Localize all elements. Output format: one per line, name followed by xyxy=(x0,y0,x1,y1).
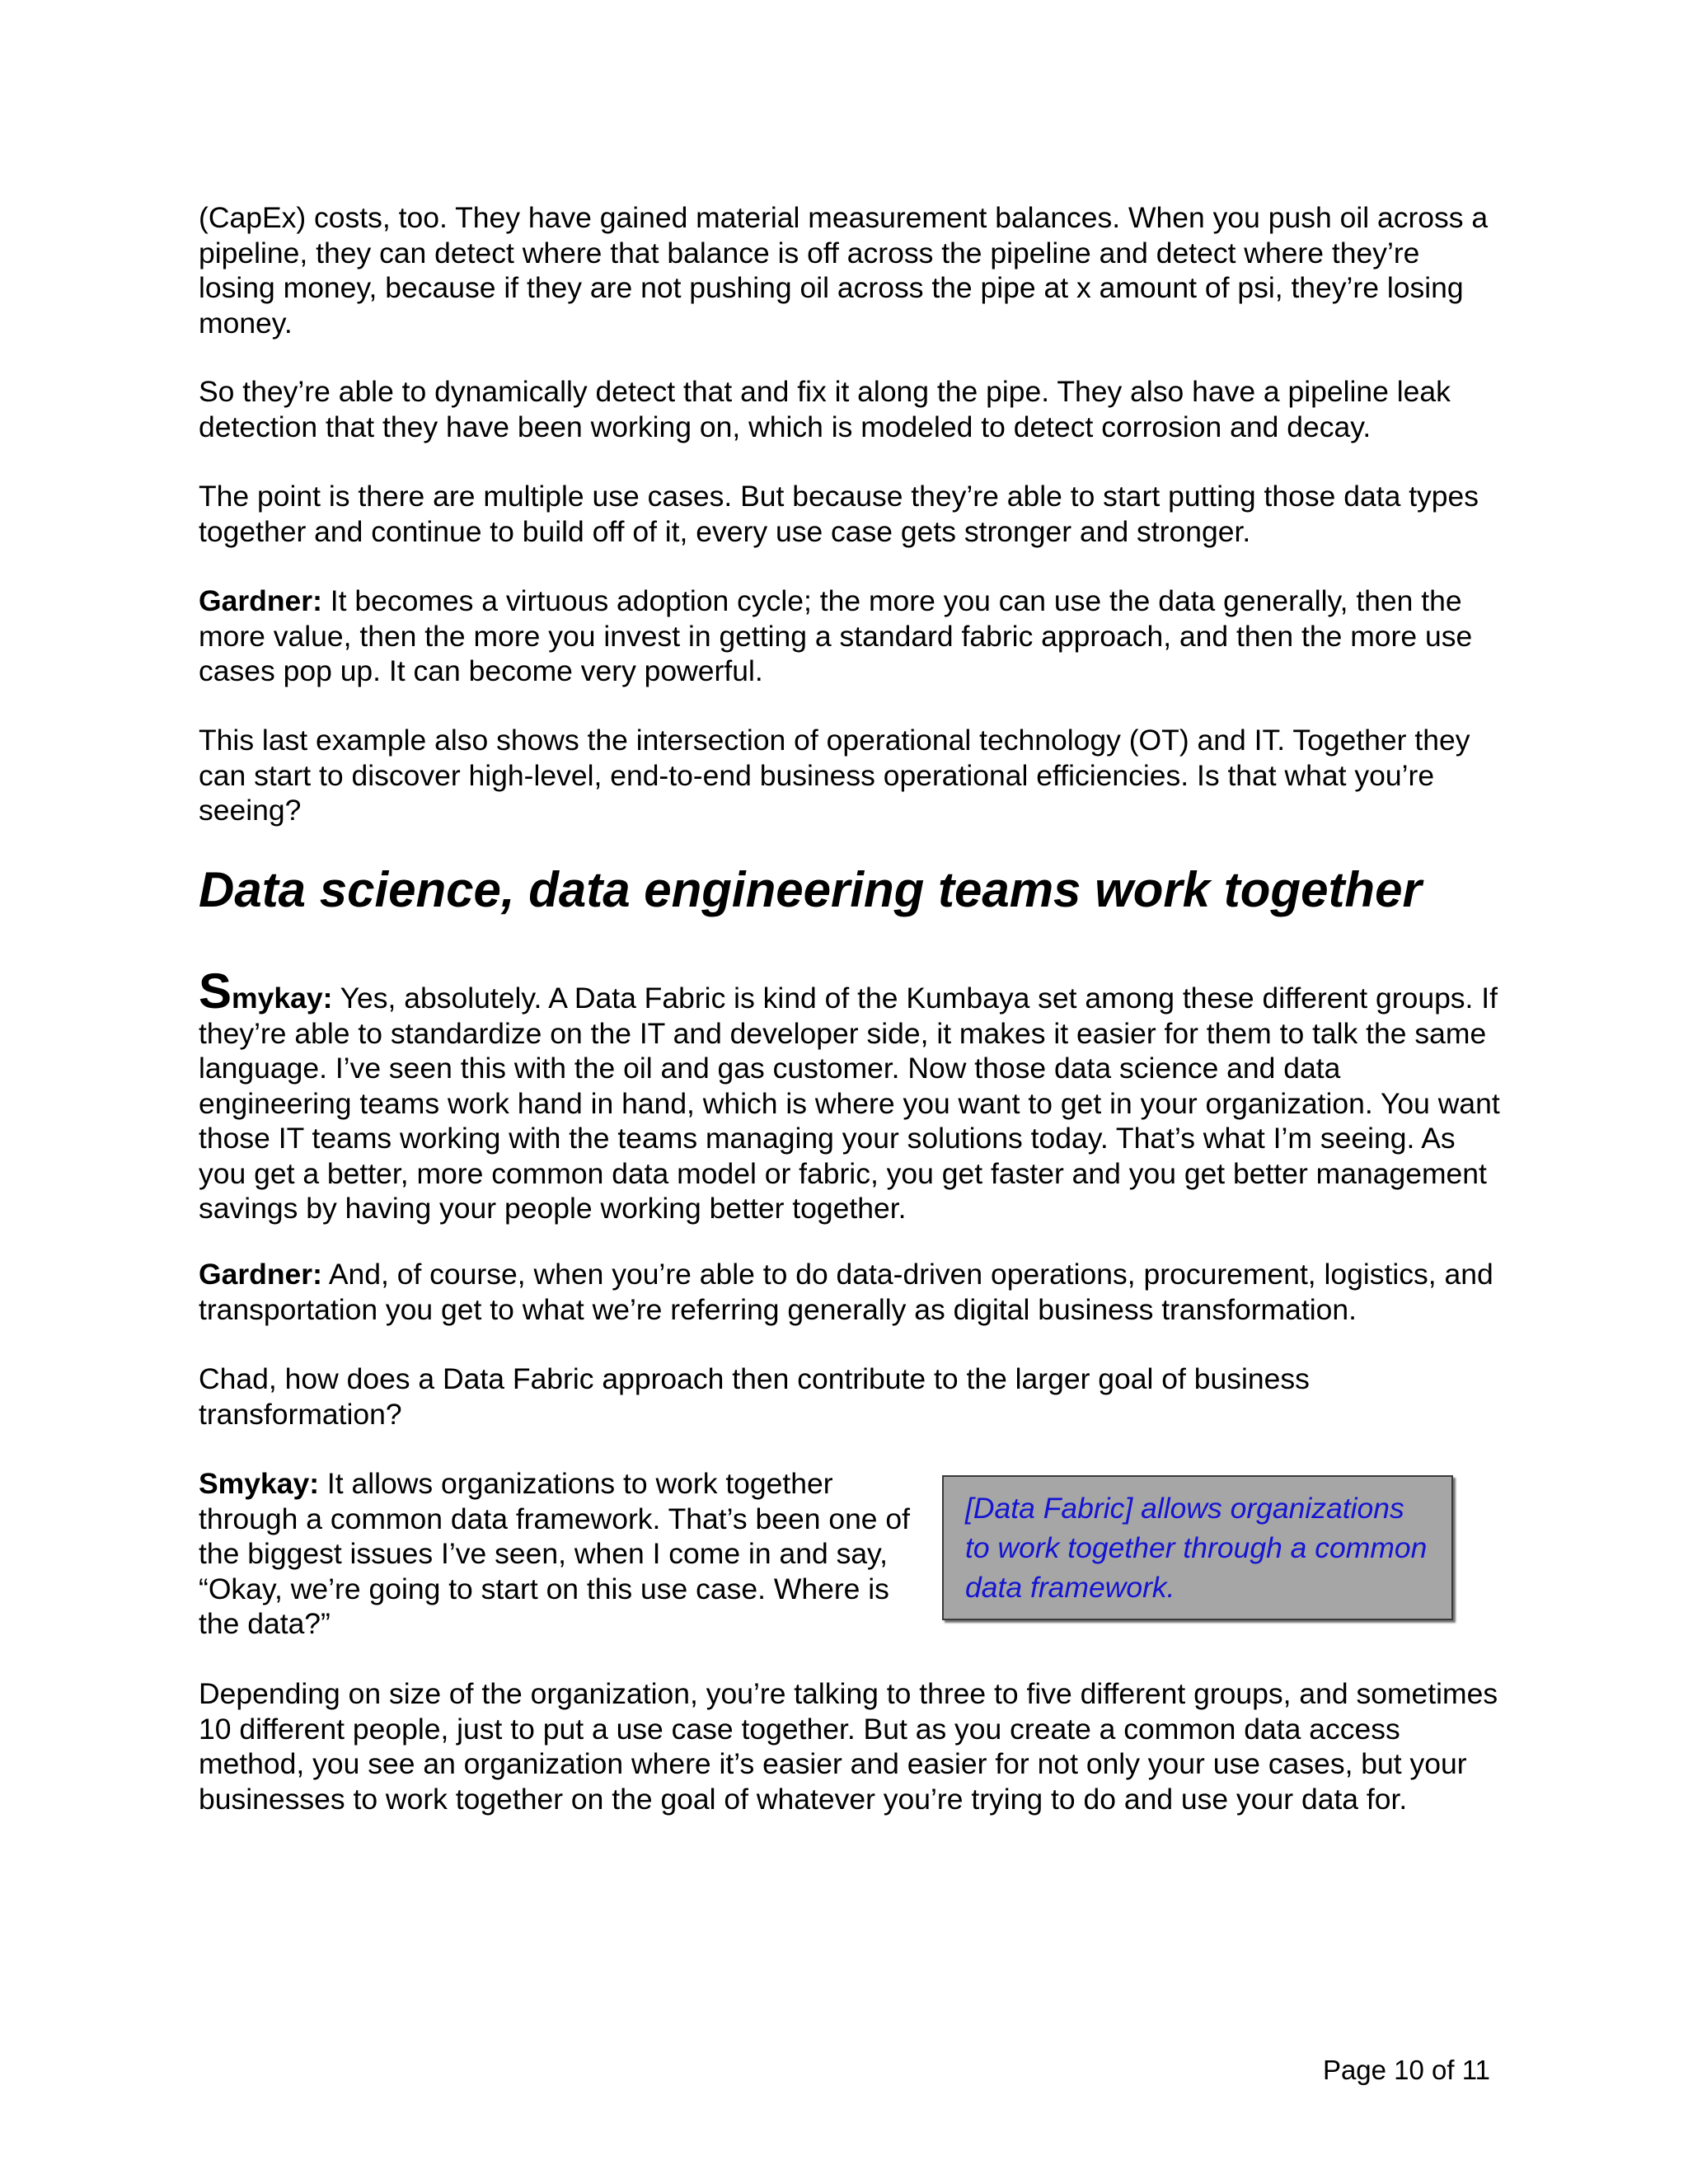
paragraph-text: Yes, absolutely. A Data Fabric is kind of the Kumbaya set among these different groups. If they’re able to standardize on the IT and developer side, it makes it easier for them to talk the same language. I’ve seen this with the oil and gas customer. Now those data science and data engineering teams work hand in hand, which is where you want to get in your organization. You want those IT teams working with the teams managing your solutions today. That’s what I’m seeing. As you get a better, more common data model or fabric, you get faster and you get better management savings by having your people working better together. xyxy=(199,982,1500,1225)
paragraph-organization-size: Depending on size of the organization, you’re talking to three to five different groups, and sometimes 10 different people, just to put a use case together. But as you create a common data access method, you see an organization where it’s easier and easier for not only your use cases, but your businesses to work together on the goal of whatever you’re trying to do and use your data for. xyxy=(199,1677,1498,1816)
speaker-label: Gardner: xyxy=(199,1258,322,1291)
paragraph-pipeline-leak: So they’re able to dynamically detect that and fix it along the pipe. They also have a pipeline leak detection that they have been working on, which is modeled to detect corrosion and decay. xyxy=(199,375,1451,443)
paragraph-chad-question: Chad, how does a Data Fabric approach then contribute to the larger goal of business transformation? xyxy=(199,1362,1310,1431)
drop-cap-letter: S xyxy=(199,963,232,1019)
paragraph-text: And, of course, when you’re able to do data-driven operations, procurement, logistics, and transportation you get to what we’re referring generally as digital business transformation. xyxy=(199,1258,1493,1326)
speaker-label: mykay: xyxy=(232,982,333,1015)
paragraph-smykay-common-framework xyxy=(199,1466,916,1642)
paragraph-text: It allows organizations to work together through a common data framework. That’s been one of the biggest issues I’ve seen, when I come in and say, “Okay, we’re going to start on this use case. Where is the data?” xyxy=(199,1467,911,1640)
paragraph-gardner-digital-transformation xyxy=(199,1257,1501,1327)
page-number: Page 10 of 11 xyxy=(1322,2055,1490,2085)
pull-quote-box: [Data Fabric] allows organizations to work together through a common data framework. xyxy=(942,1475,1453,1620)
paragraph-smykay-kumbaya xyxy=(199,963,1501,1226)
paragraph-multiple-use-cases: The point is there are multiple use cases. But because they’re able to start putting those data types together and continue to build off of it, every use case gets stronger and stronger. xyxy=(199,480,1479,548)
paragraph-ot-it-intersection: This last example also shows the intersection of operational technology (OT) and IT. Together they can start to discover high-level, end-to-end business operational efficiencies. Is that what you’re seeing? xyxy=(199,724,1470,827)
section-heading: Data science, data engineering teams work together xyxy=(199,862,1422,917)
paragraph-gardner-virtuous-cycle xyxy=(199,583,1501,689)
paragraph-capex-costs: (CapEx) costs, too. They have gained material measurement balances. When you push oil across a pipeline, they can detect where that balance is off across the pipeline and detect where they’re losing money, because if they are not pushing oil across the pipe at x amount of psi, they’re losing money. xyxy=(199,201,1489,340)
speaker-label: Smykay: xyxy=(199,1467,320,1500)
speaker-label: Gardner: xyxy=(199,584,322,617)
paragraph-text: It becomes a virtuous adoption cycle; the more you can use the data generally, then the more value, then the more you invest in getting a standard fabric approach, and then the more use cases pop up. It can become very powerful. xyxy=(199,584,1473,687)
